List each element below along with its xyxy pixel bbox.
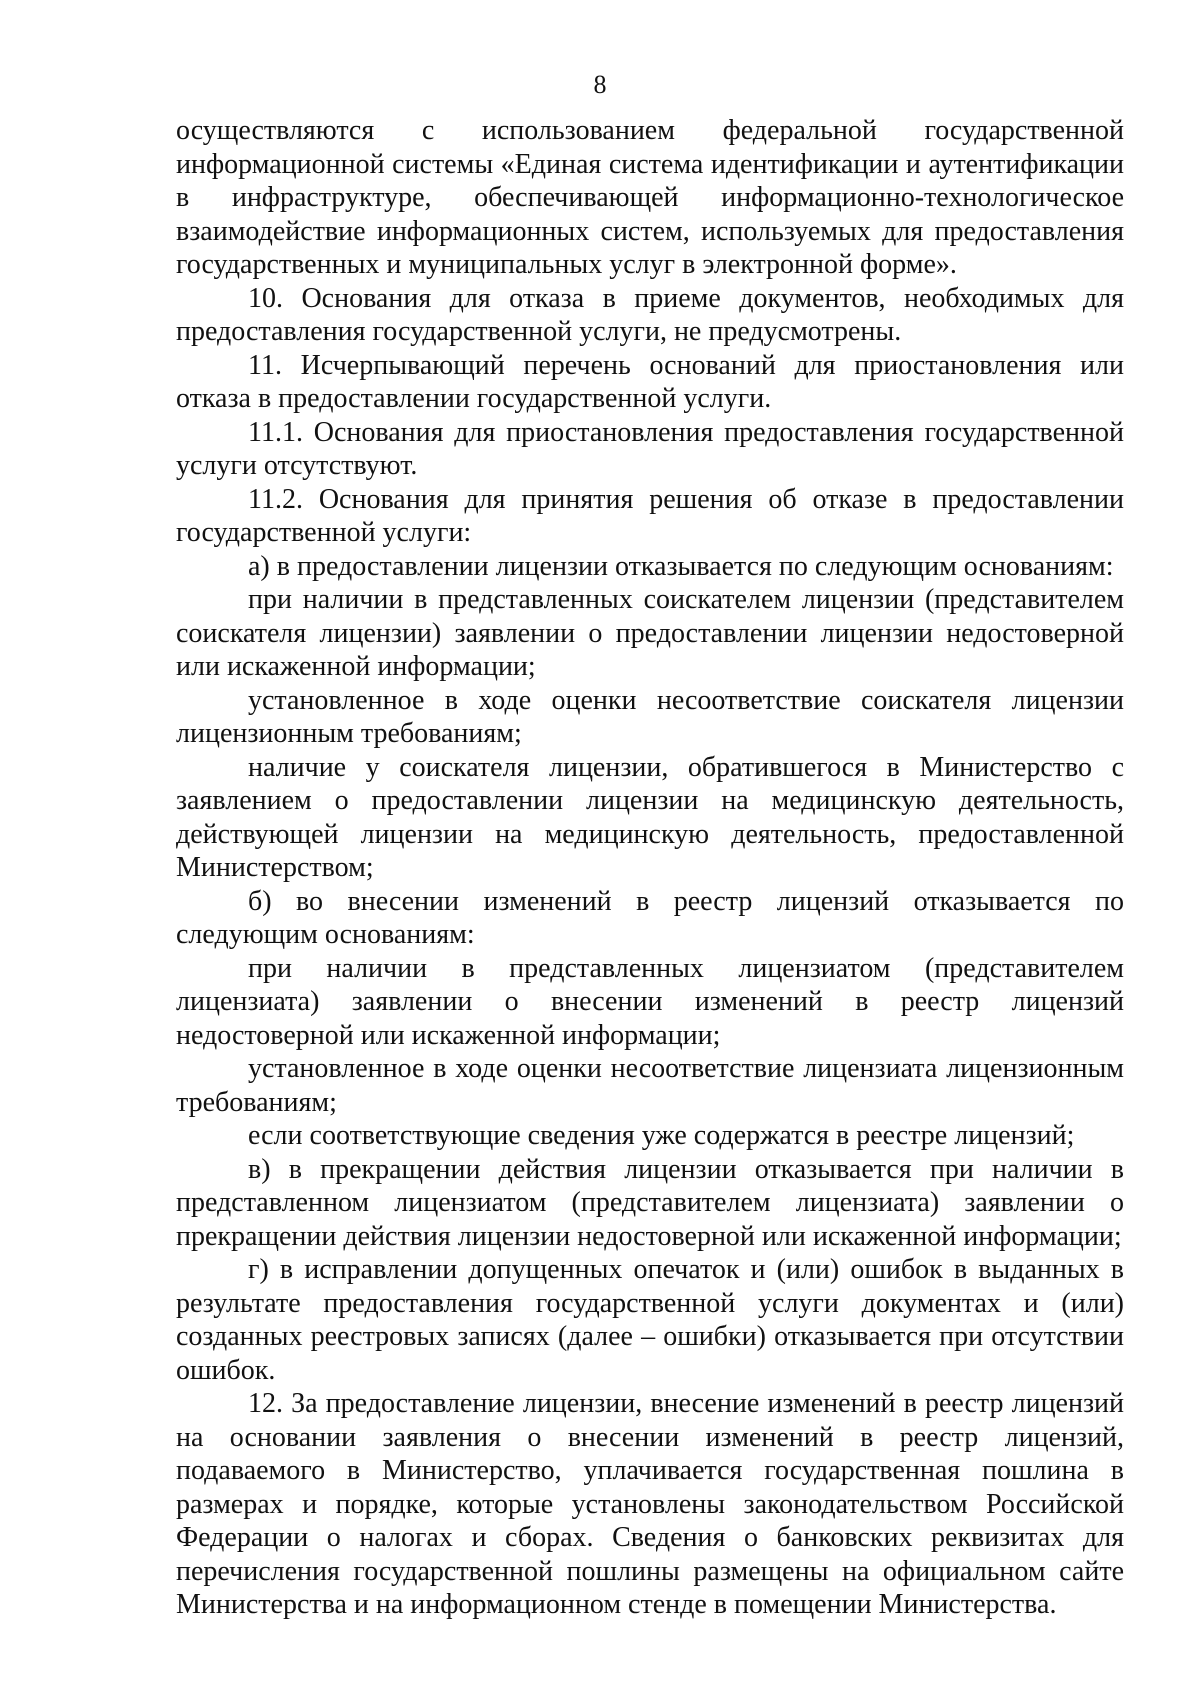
- paragraph-item-a: а) в предоставлении лицензии отказывается по следующим основаниям:: [248, 550, 1114, 582]
- page-number: 8: [593, 70, 607, 99]
- paragraph-continuation: осуществляются с использованием федеральной государственной информационной системы «Единая система идентификации и аутентификации в инфраструктуре, обеспечивающей информационно-технологическое взаимодействие информационных систем, используемых для предоставления государственных и муниципальных услуг в электронной форме».: [176, 115, 1124, 280]
- paragraph-11: 11. Исчерпывающий перечень оснований для приостановления или отказа в предоставлении государственной услуги.: [176, 349, 1124, 414]
- paragraph-11-2: 11.2. Основания для принятия решения об отказе в предоставлении государственной услуги:: [176, 483, 1124, 548]
- paragraph-10: 10. Основания для отказа в приеме документов, необходимых для предоставления государственной услуги, не предусмотрены.: [176, 282, 1124, 347]
- paragraph-item-g: г) в исправлении допущенных опечаток и (или) ошибок в выданных в результате предоставления государственной услуги документах и (или) созданных реестровых записях (далее – ошибки) отказывается при отсутствии ошибок.: [176, 1254, 1124, 1386]
- paragraph-item-b: б) во внесении изменений в реестр лицензий отказывается по следующим основаниям:: [176, 885, 1124, 950]
- paragraph-a-ground-3: наличие у соискателя лицензии, обратившегося в Министерство с заявлением о предоставлении лицензии на медицинскую деятельность, действующей лицензии на медицинскую деятельность, предоставленной Министерством;: [176, 751, 1124, 883]
- document-body: [176, 114, 1124, 1622]
- paragraph-b-ground-2: установленное в ходе оценки несоответствие лицензиата лицензионным требованиям;: [176, 1053, 1124, 1118]
- paragraph-a-ground-2: установленное в ходе оценки несоответствие соискателя лицензии лицензионным требованиям;: [176, 684, 1124, 749]
- paragraph-b-ground-1: при наличии в представленных лицензиатом (представителем лицензиата) заявлении о внесении изменений в реестр лицензий недостоверной или искаженной информации;: [176, 952, 1124, 1051]
- paragraph-a-ground-1: при наличии в представленных соискателем лицензии (представителем соискателя лицензии) заявлении о предоставлении лицензии недостоверной или искаженной информации;: [176, 584, 1124, 682]
- paragraph-item-v: в) в прекращении действия лицензии отказывается при наличии в представленном лицензиатом (представителем лицензиата) заявлении о прекращении действия лицензии недостоверной или искаженной информации;: [176, 1153, 1124, 1252]
- paragraph-11-1: 11.1. Основания для приостановления предоставления государственной услуги отсутствуют.: [176, 416, 1124, 481]
- paragraph-12: 12. За предоставление лицензии, внесение изменений в реестр лицензий на основании заявления о внесении изменений в реестр лицензий, подаваемого в Министерство, уплачивается государственная пошлина в размерах и порядке, которые установлены законодательством Российской Федерации о налогах и сборах. Сведения о банковских реквизитах для перечисления государственной пошлины размещены на официальном сайте Министерства и на информационном стенде в помещении Министерства.: [176, 1388, 1124, 1620]
- paragraph-b-ground-3: если соответствующие сведения уже содержатся в реестре лицензий;: [248, 1120, 1075, 1151]
